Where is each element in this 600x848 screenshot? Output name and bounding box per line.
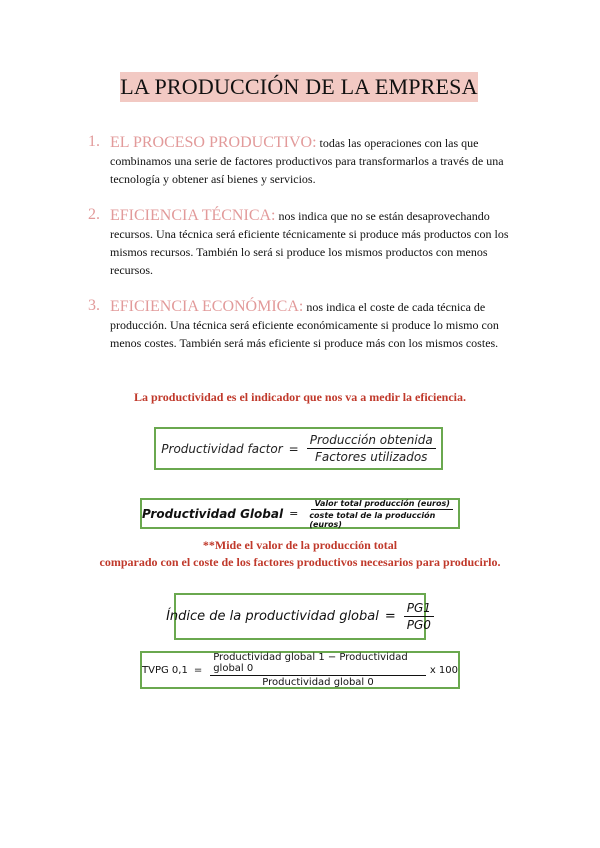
equals-sign: = bbox=[384, 609, 396, 624]
fraction-numerator: Producción obtenida bbox=[307, 433, 436, 449]
fraction bbox=[307, 433, 436, 464]
section-number: 3. bbox=[88, 297, 100, 314]
section-body bbox=[110, 207, 528, 279]
section-text: todas las operaciones con las que combinamos una serie de factores productivos para transformarlos a través de una tecnología y obtener así bienes y servicios. bbox=[110, 136, 504, 186]
fraction bbox=[306, 499, 458, 529]
note-line-1: **Mide el valor de la producción total bbox=[202, 538, 398, 552]
section-heading: EL PROCESO PRODUCTIVO: bbox=[110, 134, 317, 151]
page-title: LA PRODUCCIÓN DE LA EMPRESA bbox=[120, 72, 478, 102]
productivity-note: La productividad es el indicador que nos va a medir la eficiencia. bbox=[133, 390, 467, 404]
section-proceso-productivo bbox=[88, 134, 528, 188]
fraction-denominator: Factores utilizados bbox=[314, 450, 428, 464]
formula-indice-productividad bbox=[166, 593, 431, 640]
fraction bbox=[404, 601, 434, 632]
section-eficiencia-tecnica bbox=[88, 207, 528, 279]
fraction-denominator: PG0 bbox=[406, 618, 431, 632]
section-number: 1. bbox=[88, 133, 100, 150]
section-body bbox=[110, 134, 528, 188]
section-number: 2. bbox=[88, 206, 100, 223]
section-heading: EFICIENCIA ECONÓMICA: bbox=[110, 298, 304, 315]
section-text: nos indica el coste de cada técnica de producción. Una técnica será eficiente económicamente si produce lo mismo con menos costes. También será más eficiente si produce más con los mismos costes. bbox=[110, 300, 499, 350]
formula-productividad-factor bbox=[154, 427, 443, 470]
fraction-numerator: PG1 bbox=[404, 601, 434, 617]
fraction-numerator: Valor total producción (euros) bbox=[311, 499, 452, 510]
fraction-numerator: Productividad global 1 − Productividad global 0 bbox=[210, 652, 426, 676]
fraction-denominator: coste total de la producción (euros) bbox=[309, 510, 436, 529]
equals-sign: = bbox=[288, 441, 299, 456]
section-body bbox=[110, 298, 528, 352]
formula-lhs: Índice de la productividad global bbox=[166, 609, 379, 624]
formula-tvpg bbox=[140, 651, 460, 689]
formula-productividad-global bbox=[140, 498, 460, 529]
section-text: nos indica que no se están desaprovechando recursos. Una técnica será eficiente técnicamente si produce más productos con los mismos recursos. También lo será si produce los mismos productos con menos recursos. bbox=[110, 209, 509, 277]
equals-sign: = bbox=[193, 664, 203, 676]
equals-sign: = bbox=[289, 507, 299, 520]
formula-lhs: TVPG 0,1 bbox=[142, 664, 188, 676]
formula-lhs: Productividad Global bbox=[142, 506, 284, 521]
note-line-2: comparado con el coste de los factores productivos necesarios para producirlo. bbox=[99, 555, 501, 569]
section-eficiencia-economica bbox=[88, 298, 528, 352]
section-heading: EFICIENCIA TÉCNICA: bbox=[110, 207, 276, 224]
fraction bbox=[210, 652, 426, 688]
multiplier: x 100 bbox=[429, 664, 458, 676]
formula-lhs: Productividad factor bbox=[161, 441, 283, 456]
global-productivity-note bbox=[0, 537, 600, 571]
fraction-denominator: Productividad global 0 bbox=[262, 677, 374, 688]
